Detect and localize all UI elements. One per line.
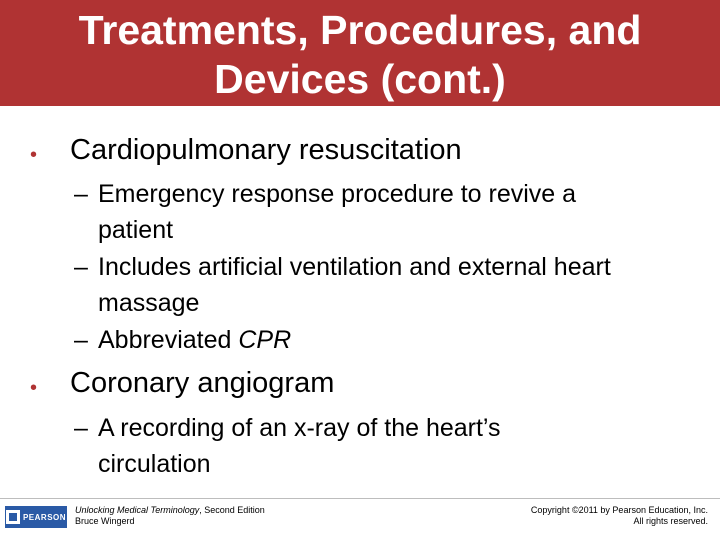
- logo-text: PEARSON: [22, 512, 67, 522]
- sub-bullet-text: [98, 410, 688, 482]
- dash-icon: –: [74, 180, 88, 208]
- dash-icon: –: [74, 414, 88, 442]
- sub-bullet-text: [98, 249, 688, 321]
- footer-copyright: [531, 505, 708, 527]
- dash-icon: –: [74, 326, 88, 354]
- footer-edition: , Second Edition: [199, 505, 265, 515]
- footer-book-info: [75, 505, 265, 527]
- sub-bullet-line: Includes artificial ventilation and external heart: [98, 253, 611, 281]
- sub-bullet-line: Emergency response procedure to revive a: [98, 180, 577, 208]
- sub-bullet-line: massage: [98, 289, 200, 317]
- sub-bullet-line: patient: [98, 216, 174, 244]
- bullet-dot-icon: •: [30, 377, 38, 399]
- sub-bullet-text: [98, 176, 688, 248]
- sub-bullet-text: [98, 322, 688, 358]
- bullet-label: Coronary angiogram: [70, 367, 335, 399]
- sub-bullet-line: A recording of an x-ray of the heart’s: [98, 414, 501, 442]
- footer-author: Bruce Wingerd: [75, 516, 135, 526]
- footer-rights-line: All rights reserved.: [633, 516, 708, 526]
- slide-title-line-1: Treatments, Procedures, and: [78, 7, 642, 53]
- sub-bullet-emphasis: CPR: [238, 326, 292, 354]
- bullet-dot-icon: •: [30, 144, 38, 166]
- pearson-logo-icon: [6, 510, 20, 524]
- sub-bullet-prefix: Abbreviated: [98, 326, 239, 354]
- dash-icon: –: [74, 253, 88, 281]
- slide-title-line-2: Devices (cont.): [214, 56, 506, 102]
- bullet-label: Cardiopulmonary resuscitation: [70, 134, 462, 166]
- footer-copyright-line: Copyright ©2011 by Pearson Education, Inc.: [530, 505, 708, 515]
- footer-book-title: Unlocking Medical Terminology: [75, 505, 200, 515]
- sub-bullet-line: circulation: [98, 450, 211, 478]
- pearson-logo: [5, 506, 67, 528]
- footer-divider: [0, 498, 720, 499]
- slide-footer: [0, 498, 720, 540]
